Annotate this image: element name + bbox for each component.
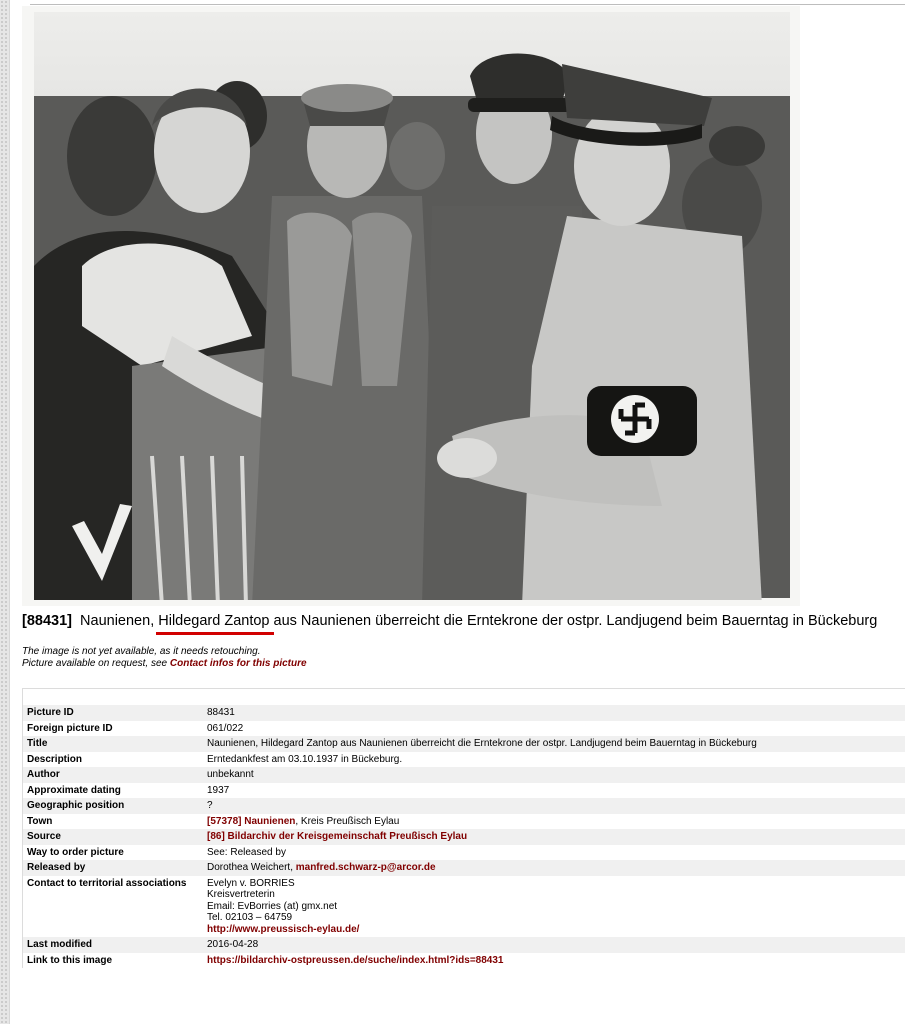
value-town (203, 814, 905, 830)
table-row (23, 752, 905, 768)
label-title: Title (23, 736, 203, 752)
left-scroll-rail (0, 0, 10, 1024)
value-description: Erntedankfest am 03.10.1937 in Bückeburg. (203, 752, 905, 768)
town-link[interactable]: [57378] Naunienen (207, 815, 296, 827)
caption-id: [88431] (22, 613, 72, 629)
table-row (23, 767, 905, 783)
table-row (23, 860, 905, 876)
contact-line: Tel. 02103 – 64759 (207, 912, 293, 923)
value-geo: ? (203, 798, 905, 814)
table-row (23, 937, 905, 953)
label-picture-id: Picture ID (23, 705, 203, 721)
released-name: Dorothea Weichert, (207, 862, 296, 873)
source-link[interactable]: [86] Bildarchiv der Kreisgemeinschaft Preußisch Eylau (207, 831, 468, 842)
contact-line: Email: EvBorries (at) gmx.net (207, 900, 338, 912)
table-row (23, 953, 905, 969)
label-contact: Contact to territorial associations (23, 876, 203, 938)
photo-caption (22, 612, 902, 630)
value-dating: 1937 (203, 783, 905, 799)
notice-line-1: The image is not yet available, as it needs retouching. (22, 646, 261, 657)
contact-website-link[interactable]: http://www.preussisch-eylau.de/ (207, 923, 360, 935)
value-order: See: Released by (203, 845, 905, 861)
notice-line-2 (22, 658, 307, 670)
table-row (23, 736, 905, 752)
top-divider (30, 4, 905, 5)
label-town: Town (23, 814, 203, 830)
value-link (203, 953, 905, 969)
caption-place: Naunienen, (80, 613, 159, 629)
notice-line-2-text: Picture available on request, see (22, 657, 170, 669)
label-source: Source (23, 829, 203, 845)
value-source (203, 829, 905, 845)
label-description: Description (23, 752, 203, 768)
value-modified: 2016-04-28 (203, 937, 905, 953)
availability-notice (22, 646, 307, 669)
value-picture-id: 88431 (203, 705, 905, 721)
table-row (23, 845, 905, 861)
value-author: unbekannt (203, 767, 905, 783)
details-panel (22, 688, 905, 968)
released-email-link[interactable]: manfred.schwarz-p@arcor.de (295, 862, 436, 873)
caption-rest: aus Naunienen überreicht die Erntekrone der ostpr. Landjugend beim Bauerntag in Bückeburg (269, 613, 878, 629)
table-row (23, 829, 905, 845)
label-modified: Last modified (23, 937, 203, 953)
table-row (23, 721, 905, 737)
value-foreign-id: 061/022 (203, 721, 905, 737)
label-link: Link to this image (23, 953, 203, 969)
table-row (23, 814, 905, 830)
contact-line: Evelyn v. BORRIES (207, 877, 295, 889)
label-foreign-id: Foreign picture ID (23, 721, 203, 737)
label-geo: Geographic position (23, 798, 203, 814)
table-row (23, 783, 905, 799)
value-contact (203, 876, 905, 938)
label-author: Author (23, 767, 203, 783)
photo-image (22, 6, 800, 606)
caption-person-highlight: Hildegard Zantop (158, 613, 270, 629)
table-row (23, 705, 905, 721)
contact-line: Kreisvertreterin (207, 889, 275, 900)
value-released (203, 860, 905, 876)
label-dating: Approximate dating (23, 783, 203, 799)
table-row (23, 798, 905, 814)
table-row (23, 876, 905, 938)
details-table (23, 705, 905, 968)
contact-infos-link[interactable]: Contact infos for this picture (169, 657, 307, 669)
label-order: Way to order picture (23, 845, 203, 861)
image-permalink[interactable]: https://bildarchiv-ostpreussen.de/suche/index.html?ids=88431 (207, 954, 504, 966)
value-title: Naunienen, Hildegard Zantop aus Naunienen überreicht die Erntekrone der ostpr. Landjugend beim Bauerntag in Bückeburg (203, 736, 905, 752)
label-released: Released by (23, 860, 203, 876)
town-suffix: , Kreis Preußisch Eylau (295, 815, 400, 827)
historic-photo[interactable] (22, 6, 800, 606)
